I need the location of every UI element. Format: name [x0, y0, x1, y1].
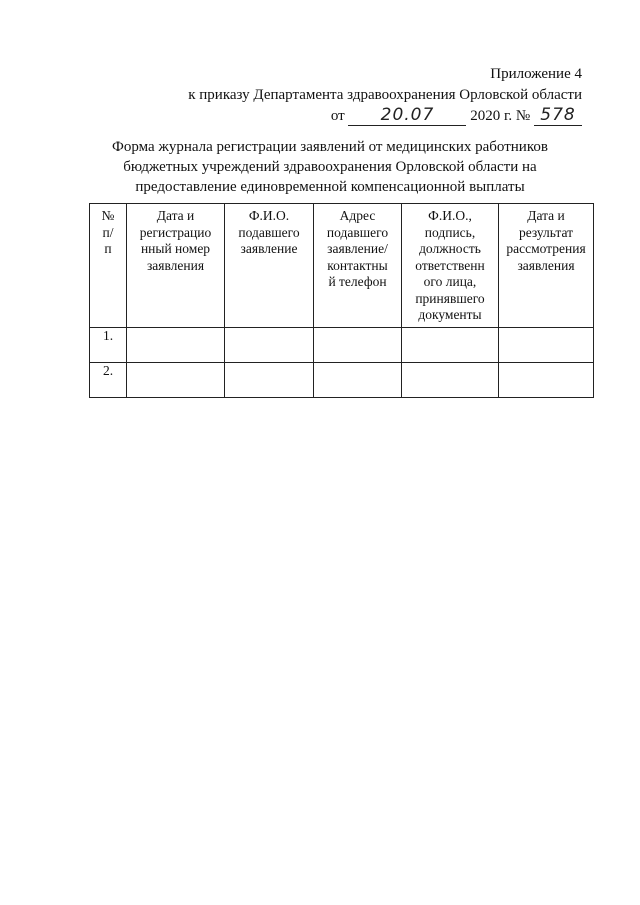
- column-header-line: рассмотрения: [506, 241, 586, 256]
- column-header-line: Дата и: [527, 208, 565, 223]
- column-header-line: заявление: [240, 241, 298, 256]
- column-header-line: Ф.И.О.: [248, 208, 290, 223]
- date-prefix: от: [330, 108, 345, 124]
- table-cell: [225, 363, 314, 398]
- table-cell: [402, 328, 499, 363]
- table-header-row: [90, 204, 594, 328]
- title-line-3: предоставление единовременной компенсационной выплаты: [135, 179, 525, 195]
- column-header-line: контактны: [327, 257, 388, 273]
- table-cell: [225, 328, 314, 363]
- date-handwritten: 20.07: [380, 105, 435, 125]
- column-header-line: результат: [518, 224, 574, 240]
- column-header-line: Дата и: [156, 208, 195, 223]
- year-text: 2020 г. №: [470, 108, 531, 124]
- column-header-responsible-person: [402, 204, 499, 328]
- column-header-address-phone: [314, 204, 402, 328]
- column-header-line: заявления: [517, 257, 575, 273]
- table-cell: [499, 363, 594, 398]
- registration-journal-table: [89, 203, 594, 398]
- column-header-line: подавшего: [326, 224, 389, 240]
- table-cell: [314, 328, 402, 363]
- column-header-line: подавшего: [238, 224, 300, 240]
- column-header-line: №: [101, 208, 115, 223]
- column-header-line: принявшего: [415, 290, 485, 306]
- appendix-number: Приложение 4: [490, 66, 582, 82]
- column-header-line: документы: [418, 307, 482, 322]
- order-number-handwritten: 578: [540, 105, 576, 125]
- column-header-date-reg: [127, 204, 225, 328]
- order-number-field: [534, 107, 582, 126]
- column-header-line: ого лица,: [423, 274, 477, 289]
- column-header-applicant-name: [225, 204, 314, 328]
- table-cell: [314, 363, 402, 398]
- title-line-1: Форма журнала регистрации заявлений от медицинских работников: [112, 139, 548, 155]
- order-reference: к приказу Департамента здравоохранения Орловской области: [188, 87, 582, 103]
- column-header-line: регистрацио: [139, 224, 212, 240]
- column-header-line: п: [104, 241, 112, 256]
- column-header-line: заявление/: [327, 241, 388, 256]
- column-header-result: [499, 204, 594, 328]
- column-header-line: Адрес: [339, 208, 376, 223]
- table-cell: [127, 363, 225, 398]
- date-field: [348, 107, 466, 126]
- column-header-line: Ф.И.О.,: [428, 208, 472, 223]
- table-row: [90, 328, 594, 363]
- appendix-header: [188, 64, 582, 127]
- column-header-line: подпись,: [424, 224, 476, 240]
- table-cell: [499, 328, 594, 363]
- column-header-line: ответственн: [415, 257, 485, 273]
- form-title: [100, 137, 560, 197]
- column-header-line: нный номер: [140, 241, 211, 256]
- column-header-line: п/: [102, 224, 114, 240]
- table-cell: [127, 328, 225, 363]
- table-cell: [402, 363, 499, 398]
- order-date-line: [188, 106, 582, 127]
- column-header-number: [90, 204, 127, 328]
- row-number-cell: 2.: [90, 363, 127, 398]
- table-row: [90, 363, 594, 398]
- column-header-line: й телефон: [328, 274, 387, 289]
- column-header-line: должность: [419, 241, 481, 256]
- row-number-cell: 1.: [90, 328, 127, 363]
- column-header-line: заявления: [146, 257, 205, 273]
- title-line-2: бюджетных учреждений здравоохранения Орловской области на: [123, 159, 537, 175]
